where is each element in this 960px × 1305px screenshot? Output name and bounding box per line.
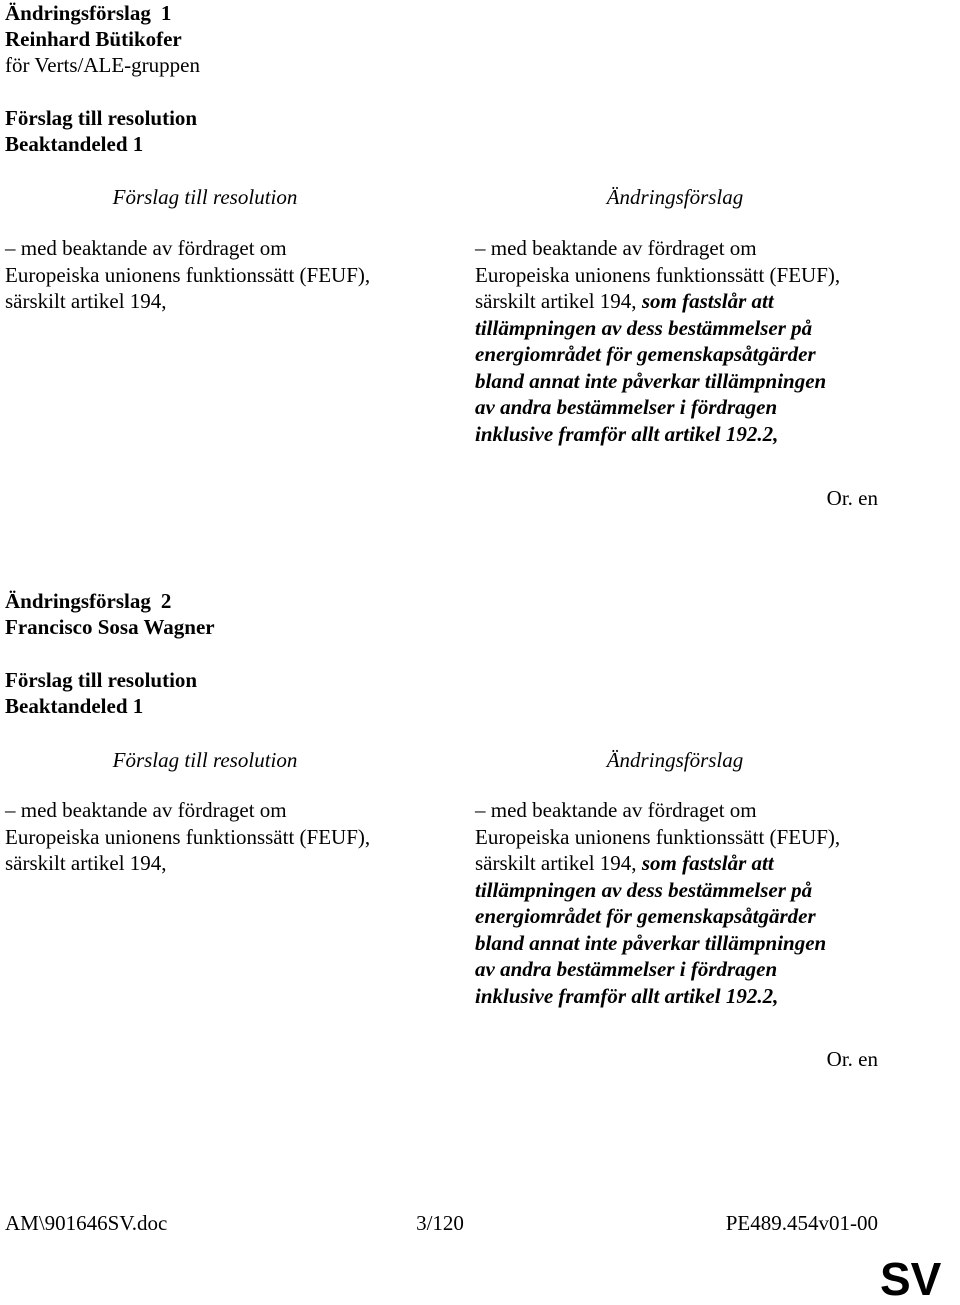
proposal-label: Förslag till resolution bbox=[5, 668, 198, 692]
amendment-title bbox=[5, 588, 171, 614]
amended-text bbox=[475, 797, 840, 1009]
original-text bbox=[5, 797, 370, 877]
proposal-label: Förslag till resolution bbox=[5, 106, 198, 130]
right-column-header: Ändringsförslag bbox=[606, 185, 744, 209]
amendment-number: 2 bbox=[160, 589, 172, 613]
amended-text bbox=[475, 235, 840, 447]
page-number: 3/120 bbox=[416, 1211, 464, 1235]
document-reference: AM\901646SV.doc bbox=[5, 1211, 168, 1235]
left-column-header: Förslag till resolution bbox=[112, 185, 298, 209]
amendment-number: 1 bbox=[160, 1, 172, 25]
page-footer bbox=[0, 1210, 960, 1236]
amended-text-added-line: tillämpningen av dess bestämmelser på bbox=[475, 877, 813, 902]
amended-text-line: – med beaktande av fördraget om bbox=[475, 236, 757, 260]
language-code: SV bbox=[880, 1253, 942, 1305]
original-text-line: särskilt artikel 194, bbox=[5, 289, 167, 313]
amendment-group: för Verts/ALE-gruppen bbox=[5, 53, 200, 77]
amended-text-added-line: energiområdet för gemenskapsåtgärder bbox=[475, 904, 816, 928]
amendment-title-text: Ändringsförslag bbox=[5, 589, 151, 613]
amended-text-added-line: bland annat inte påverkar tillämpningen bbox=[475, 930, 827, 955]
original-text-line: – med beaktande av fördraget om bbox=[5, 798, 287, 822]
original-text-line: Europeiska unionens funktionssätt (FEUF), bbox=[5, 262, 371, 287]
amended-text-line bbox=[475, 288, 840, 315]
original-language: Or. en bbox=[826, 1047, 878, 1071]
citation-label: Beaktandeled 1 bbox=[5, 694, 144, 718]
amendment-title bbox=[5, 0, 171, 26]
amended-text-added: som fastslår att bbox=[641, 289, 774, 313]
amended-text-plain: särskilt artikel 194, bbox=[475, 289, 642, 313]
amended-text-plain: särskilt artikel 194, bbox=[475, 851, 642, 875]
amendment-title-text: Ändringsförslag bbox=[5, 1, 151, 25]
amended-text-line: Europeiska unionens funktionssätt (FEUF), bbox=[475, 824, 841, 849]
amended-text-added-line: inklusive framför allt artikel 192.2, bbox=[475, 421, 779, 446]
original-text-line: Europeiska unionens funktionssätt (FEUF), bbox=[5, 824, 371, 849]
original-text-line: – med beaktande av fördraget om bbox=[5, 236, 287, 260]
amended-text-added-line: bland annat inte påverkar tillämpningen bbox=[475, 368, 827, 393]
amended-text-added-line: inklusive framför allt artikel 192.2, bbox=[475, 983, 779, 1008]
amended-text-line bbox=[475, 850, 840, 877]
amended-text-line: Europeiska unionens funktionssätt (FEUF), bbox=[475, 262, 841, 287]
citation-label: Beaktandeled 1 bbox=[5, 132, 144, 156]
original-text-line: särskilt artikel 194, bbox=[5, 851, 167, 875]
original-text bbox=[5, 235, 370, 315]
amendment-author: Francisco Sosa Wagner bbox=[5, 615, 215, 639]
right-column-header: Ändringsförslag bbox=[606, 748, 744, 772]
amended-text-added-line: energiområdet för gemenskapsåtgärder bbox=[475, 342, 816, 366]
amended-text-line: – med beaktande av fördraget om bbox=[475, 798, 757, 822]
left-column-header: Förslag till resolution bbox=[112, 748, 298, 772]
original-language: Or. en bbox=[826, 486, 878, 510]
amended-text-added-line: tillämpningen av dess bestämmelser på bbox=[475, 315, 813, 340]
amended-text-added: som fastslår att bbox=[641, 851, 774, 875]
amendment-author: Reinhard Bütikofer bbox=[5, 27, 182, 51]
pe-reference: PE489.454v01-00 bbox=[725, 1211, 878, 1235]
amended-text-added-line: av andra bestämmelser i fördragen bbox=[475, 957, 778, 981]
amended-text-added-line: av andra bestämmelser i fördragen bbox=[475, 395, 778, 419]
